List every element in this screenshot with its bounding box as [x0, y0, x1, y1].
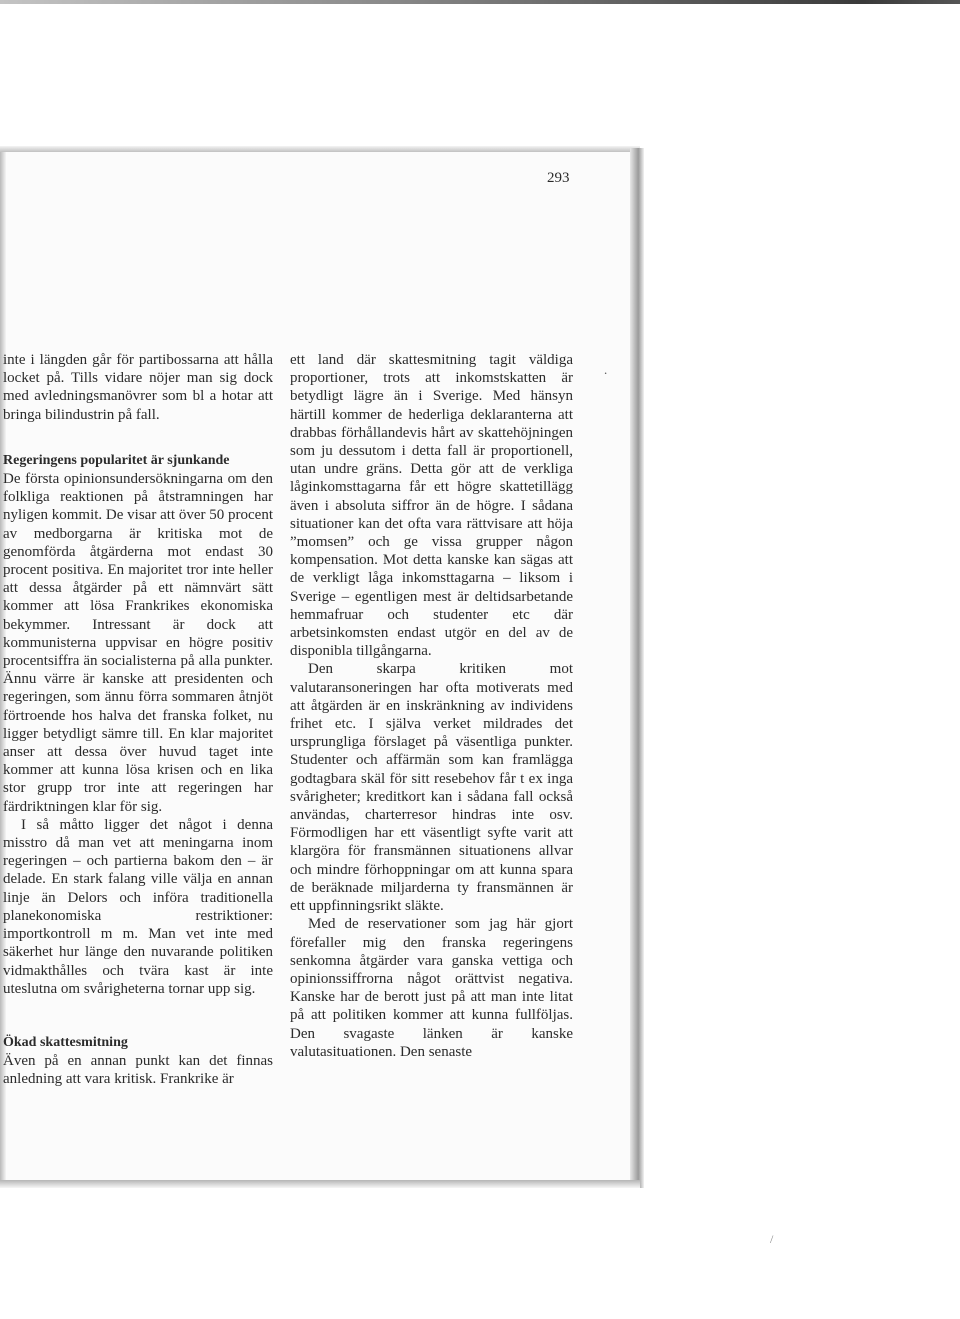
left-column: [3, 351, 273, 1089]
page-bottom-shadow: [0, 1180, 640, 1188]
left-paragraph-3: I så måtto ligger det något i denna misstro då man vet att meningarna inom regeringen – och partierna bakom den – är delade. En stark falang ville välja en annan linje än Delors och införa traditionella planekonomiska restriktioner: importkontroll m m. Man vet inte med säkerhet hur länge den nuvarande politiken vidmakthålles och tvära kast är inte uteslutna om svårigheterna tornar upp sig.: [3, 816, 273, 997]
section-heading-popularity: Regeringens popularitet är sjunkande: [3, 452, 230, 468]
page-edge-shadow: [630, 148, 644, 1188]
right-paragraph-3: Med de reservationer som jag här gjort förefaller mig den franska regeringens senkomna åtgärder vara ganska vettiga och opinionssiffrorna något orättvist negativa. Kanske har de berott just på att man inte litat på att politiken kommer att kunna fullföljas. Den svagaste länken är kanske valutasituationen. Den senaste: [290, 916, 573, 1060]
stray-mark: /: [770, 1232, 774, 1246]
margin-dot: .: [604, 362, 608, 377]
page-number: 293: [547, 170, 570, 186]
right-column: [290, 351, 573, 1061]
right-paragraph-2: Den skarpa kritiken mot valutaransoneringen har ofta motiverats med att åtgärden är en inskränkning av individens frihet etc. I själva verket mildrades det ursprungliga förslaget på väsentliga punkter. Studenter och affärmän som kan framlägga godtagbara skäl för sitt resebehov får t ex inga svårigheter; kreditkort kan i sådana fall också användas, charterresor hindras inte osv. Förmodligen har ett väsentligt syfte varit att klargöra för fransmännen situationens allvar och mindre förhoppningar om att kunna spara de beräknade miljarderna ty fransmännen är ett uppfinningsrikt släkte.: [290, 661, 573, 915]
left-paragraph-1: inte i längden går för partibossarna att hålla locket på. Tills vidare nöjer man sig dock med avledningsmanövrer som bl a hotar att bringa bilindustrin på fall.: [3, 352, 273, 423]
right-paragraph-1: ett land där skattesmitning tagit väldiga proportioner, trots att inkomstskatten är betydligt lägre än i Sverige. Med hänsyn härtill kommer de hederliga deklaranterna att drabbas förhållandevis hårt av skattehöjningen som ju dessutom i detta fall är proportionell, utan undre gräns. Detta gör att de verkliga låginkomsttagarna får ett högre skattetillägg även i absoluta siffror än de högre. I sådana situationer kan det ofta vara rättvisare att höja ”momsen” och ge vissa grupper någon kompensation. Mot detta kanske kan sägas att de verkligt låga inkomsttagarna – liksom i Sverige – egentligen mest är deltidsarbetande hemmafruar och studenter etc där arbetsinkomsten endast utgör en del av de disponibla tillgångarna.: [290, 352, 573, 660]
section-heading-tax-evasion: Ökad skattesmitning: [3, 1034, 128, 1050]
left-paragraph-4: Även på en annan punkt kan det finnas anledning att vara kritisk. Frankrike är: [3, 1053, 273, 1088]
scan-top-edge: [0, 0, 960, 4]
left-paragraph-2: De första opinionsundersökningarna om den folkliga reaktionen på åtstramningen har nyligen kommit. De visar att över 50 procent av medborgarna är kritiska mot de genomförda åtgärderna mot endast 30 procent positiva. En majoritet tror inte heller att dessa åtgärder på ett nämnvärt sätt kommer att lösa Frankrikes ekonomiska bekymmer. Intressant är dock att kommunisterna uppvisar en högre positiv procentsiffra än socialisterna på alla punkter. Ännu värre är kanske att presidenten och regeringen, som ännu förra sommaren åtnjöt förtroende hos halva det franska folket, nu ligger betydligt sämre till. En klar majoritet anser att dessa över huvud taget inte kommer att kunna lösa krisen och en lika stor grupp tror inte att regeringen har färdriktningen klar för sig.: [3, 471, 273, 815]
